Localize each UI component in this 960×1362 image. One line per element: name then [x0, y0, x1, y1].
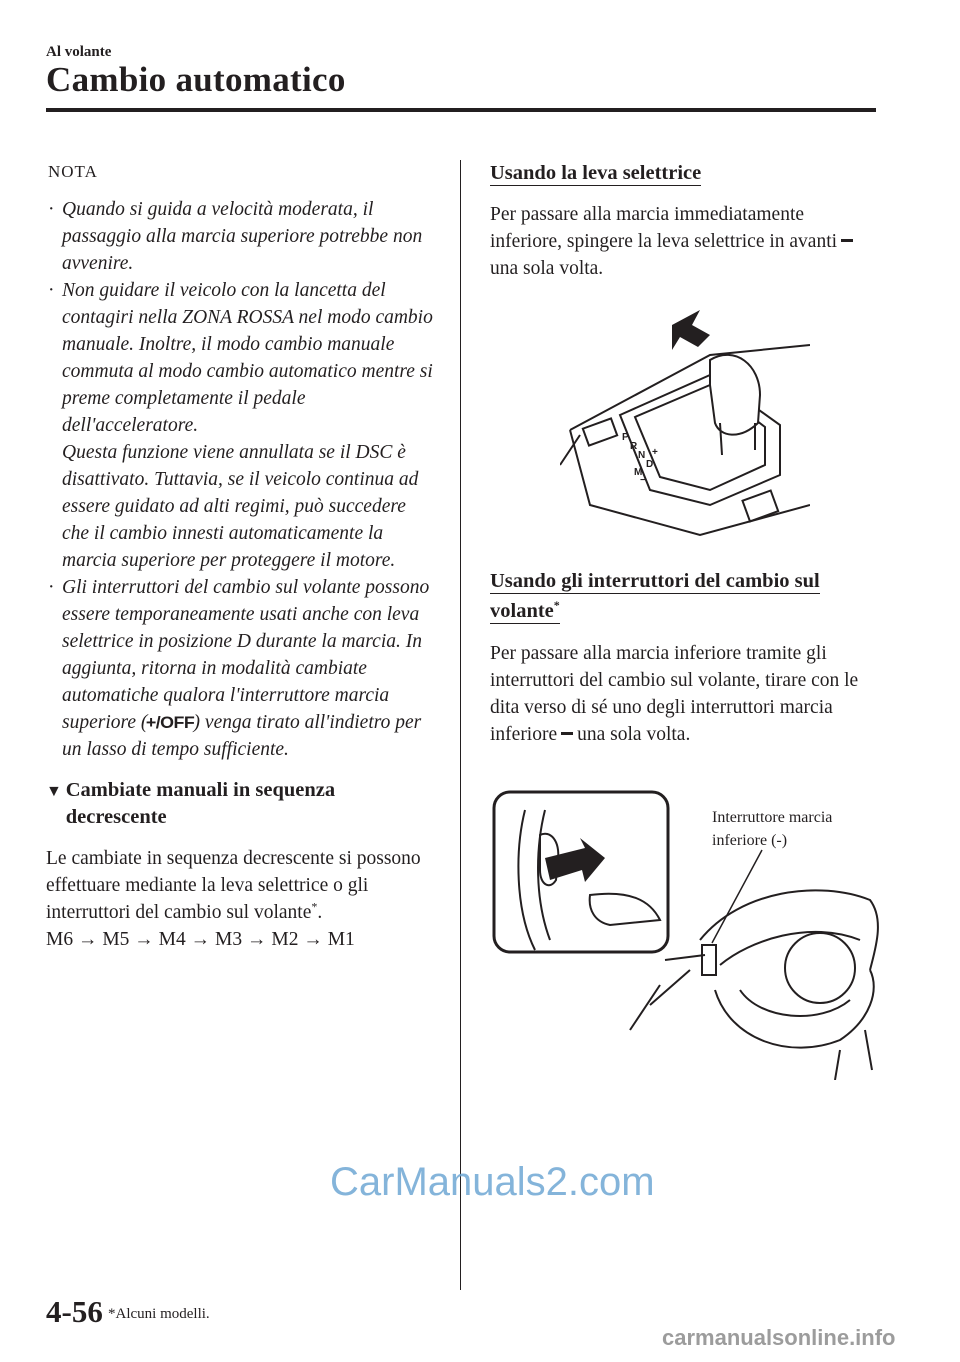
- callout-line: Interruttore marcia: [712, 809, 833, 826]
- gear-label: R: [630, 441, 638, 452]
- minus-icon: [841, 239, 853, 242]
- selector-lever-illustration: [560, 305, 810, 545]
- bullet: ·: [48, 577, 55, 598]
- section-heading-text: Cambiate manuali in sequenza decrescente: [65, 779, 336, 828]
- callout-line: inferiore (-): [712, 832, 788, 849]
- left-column: [46, 160, 436, 953]
- minus-icon: [561, 732, 573, 735]
- note-text: ) venga tirato all'indietro per un lasso di tempo sufficiente.: [62, 712, 422, 760]
- gear-label: D: [646, 459, 654, 470]
- note-item: [46, 196, 436, 277]
- section-label: Al volante: [46, 44, 112, 60]
- gear-sequence: M6 → M5 → M4 → M3 → M2 → M1: [46, 929, 355, 950]
- section-heading: [46, 777, 436, 831]
- lever-text: [490, 201, 880, 282]
- footnote-marker: *: [311, 899, 318, 914]
- gear-label: P: [622, 432, 629, 443]
- callout-leader: [712, 850, 762, 943]
- note-text: Non guidare il veicolo con la lancetta del contagiri nella ZONA ROSSA nel modo cambio manuale. Inoltre, il modo cambio manuale commuta al modo cambio automatico mentre si preme completamente il pedale dell'acceleratore.: [62, 280, 433, 436]
- note-text: Gli interruttori del cambio sul volante possono essere temporaneamente usati anche con leva selettrice in posizione D durante la marcia. In aggiunta, ritorna in modalità cambiate automatiche qualora l'interruttore marcia superiore (: [62, 577, 430, 733]
- column-divider: [460, 160, 461, 1290]
- watermark: carmanualsonline.info: [662, 1325, 896, 1350]
- paddle-text-a: Per passare alla marcia inferiore tramite gli interruttori del cambio sul volante, tirare con le dita verso di sé uno degli interruttori marcia inferiore: [490, 643, 859, 745]
- note-text: Quando si guida a velocità moderata, il passaggio alla marcia superiore potrebbe non avvenire.: [62, 199, 423, 274]
- note-item: [46, 277, 436, 574]
- gear-label: +: [652, 447, 658, 458]
- pull-arrow-icon: [545, 838, 605, 882]
- lever-heading: Usando la leva selettrice: [490, 162, 702, 184]
- title-rule: [46, 108, 876, 112]
- watermark: CarManuals2.com: [330, 1160, 655, 1204]
- callout-label: [712, 806, 832, 852]
- bullet: ·: [48, 280, 55, 301]
- chapter-title: Cambio automatico: [46, 60, 346, 99]
- section-body-text: Le cambiate in sequenza decrescente si possono effettuare mediante la leva selettrice o gli interruttori del cambio sul volante: [46, 848, 421, 923]
- section-body: [46, 845, 436, 926]
- note-text: Questa funzione viene annullata se il DSC è disattivato. Tuttavia, se il veicolo continua ad essere guidato ad alti regimi, può succedere che il cambio innesti automaticamente la marcia superiore per proteggere il motore.: [62, 442, 419, 571]
- paddle-text-b: una sola volta.: [577, 724, 691, 745]
- gear-label: M: [634, 467, 643, 478]
- paddle-heading-text: Usando gli interruttori del cambio sul volante: [490, 570, 820, 622]
- plus-off-switch-icon: +/OFF: [146, 713, 195, 732]
- triangle-down-icon: ▼: [46, 783, 62, 800]
- page-number: 4-56: [46, 1294, 103, 1329]
- push-arrow-icon: [672, 310, 710, 350]
- lever-text-a: Per passare alla marcia immediatamente inferiore, spingere la leva selettrice in avanti: [490, 204, 838, 252]
- paddle-text: [490, 640, 880, 748]
- footnote-marker: *: [553, 598, 560, 613]
- paddle-heading: [490, 570, 820, 624]
- period: .: [317, 902, 323, 923]
- note-label: NOTA: [48, 162, 98, 181]
- gear-label: N: [638, 450, 646, 461]
- note-item: [46, 574, 436, 763]
- bullet: ·: [48, 199, 55, 220]
- gear-label: −: [640, 475, 646, 486]
- footnote: *Alcuni modelli.: [108, 1306, 210, 1322]
- note-list: [46, 196, 436, 763]
- lever-text-b: una sola volta.: [490, 258, 604, 279]
